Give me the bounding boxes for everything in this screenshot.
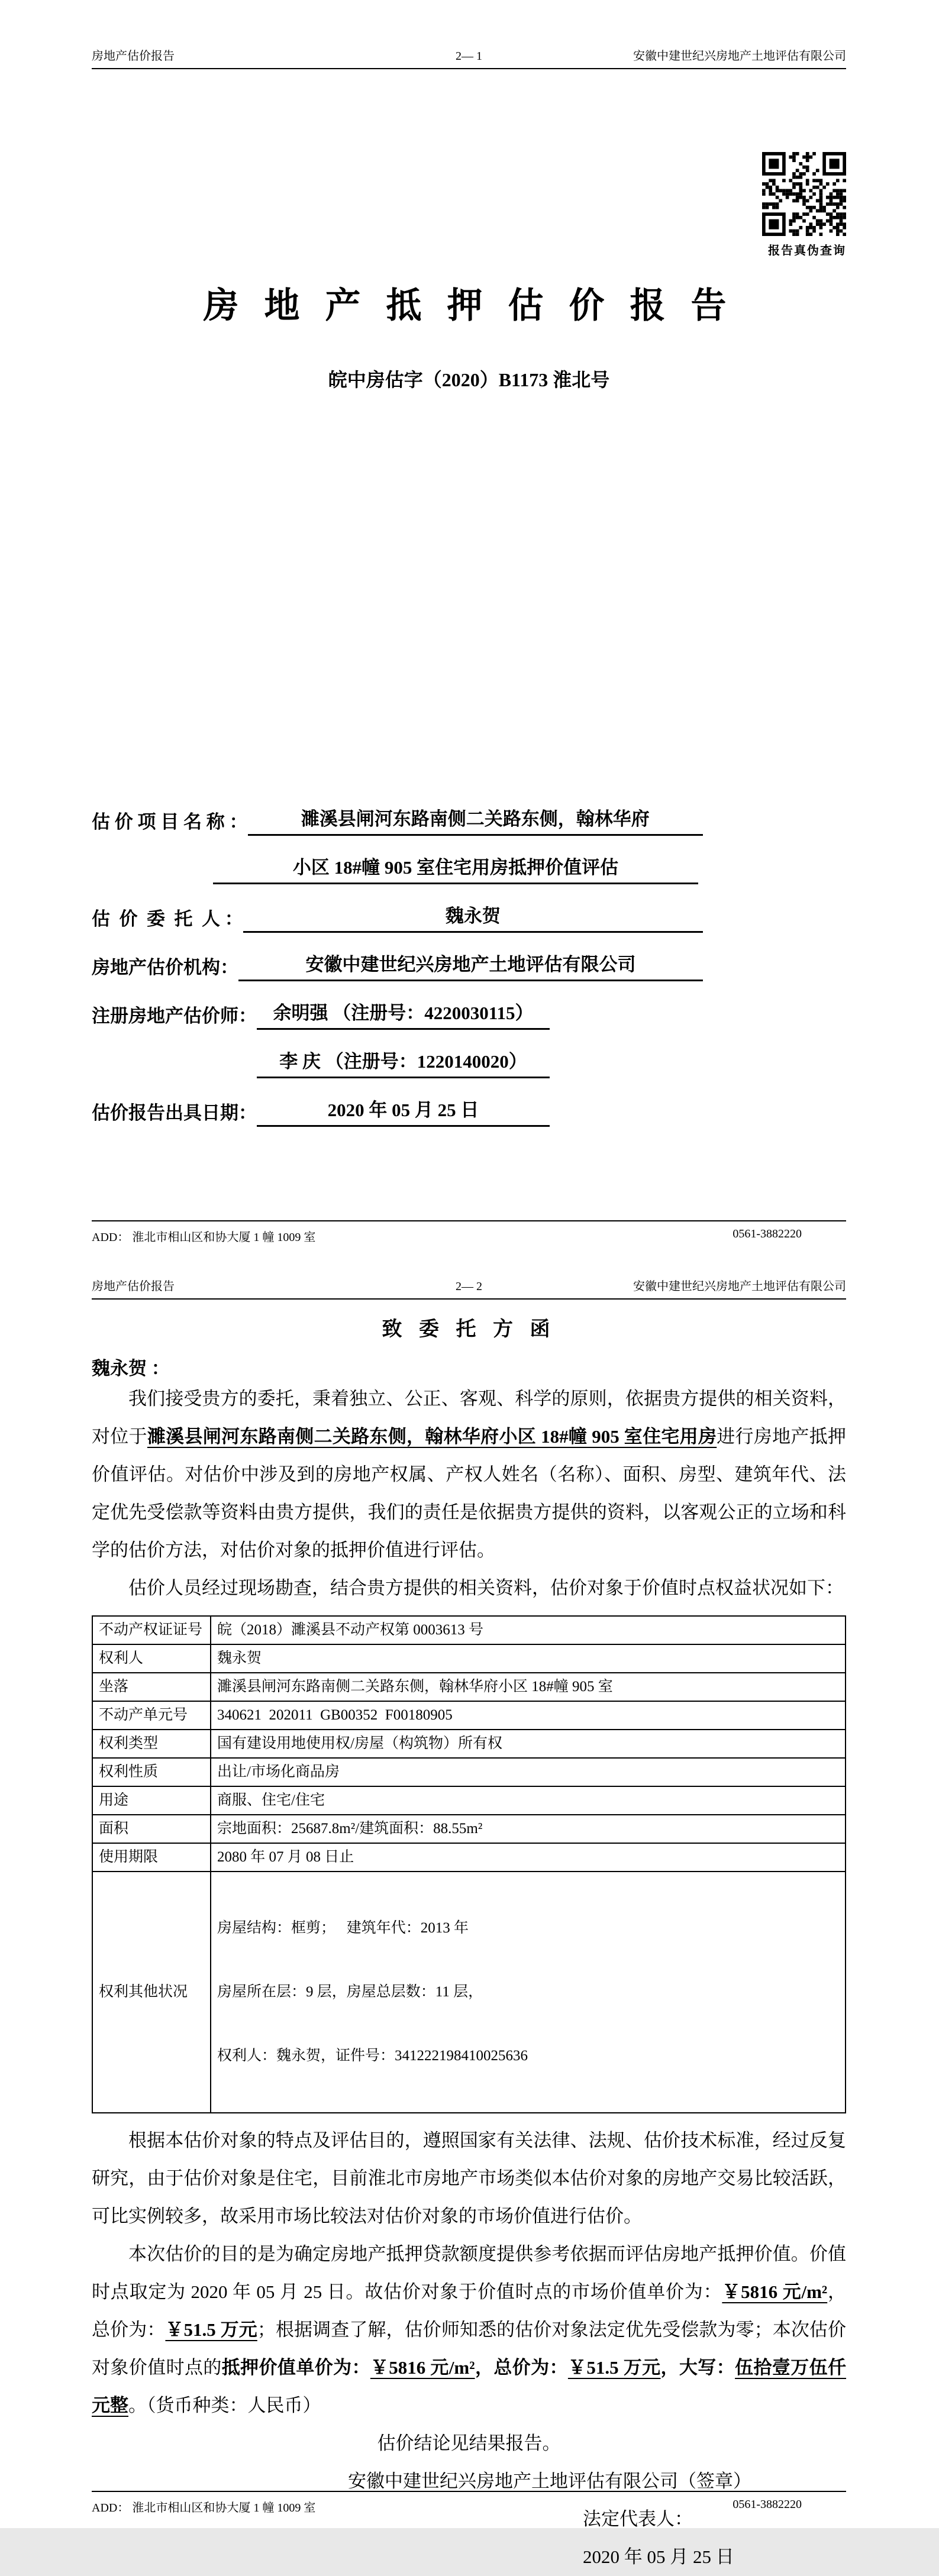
field-label: 房地产估价机构： <box>92 956 238 978</box>
text-segment: ，总价为： <box>92 2281 847 2340</box>
page-header <box>92 1276 846 1300</box>
field-report-date <box>92 1097 846 1127</box>
page-1-cover <box>0 0 939 1253</box>
field-appraiser-1 <box>92 1000 846 1030</box>
property-rights-table <box>92 1615 846 2113</box>
field-project-name <box>92 806 846 836</box>
row-value: 宗地面积：25687.8m²/建筑面积：88.55m² <box>211 1815 846 1843</box>
row-label: 面积 <box>92 1815 211 1843</box>
text-segment: ；根据调查了解，估价师知悉的估价对象法定优先受偿款为零；本次估价对象价值时点的 <box>92 2319 847 2378</box>
header-company-name: 安徽中建世纪兴房地产土地评估有限公司 <box>633 1280 846 1293</box>
row-value: 国有建设用地使用权/房屋（构筑物）所有权 <box>211 1730 846 1758</box>
text-segment: ，大写： <box>660 2357 735 2378</box>
table-row <box>92 1786 846 1815</box>
field-value-underline: 2020 年 05 月 25 日 <box>257 1097 550 1127</box>
footer-phone: 0561-3882220 <box>733 2498 802 2511</box>
field-label: 估价报告出具日期： <box>92 1102 257 1123</box>
field-value-underline: 安徽中建世纪兴房地产土地评估有限公司 <box>238 952 703 981</box>
row-value: 340621 202011 GB00352 F00180905 <box>211 1701 846 1730</box>
qr-code-icon <box>762 152 846 236</box>
text-segment: 本次估价的目的是为确定房地产抵押贷款额度提供参考依据而评估房地产抵押价值。价值时点取定为 2020 年 05 月 25 日。故估价对象于价值时点的市场价值单价为： <box>92 2244 846 2302</box>
unit-price-value: ￥5816 元/m² <box>722 2281 828 2302</box>
page-number: 2— 2 <box>456 1280 482 1293</box>
text-segment: 进行房地产抵押价值评估。对估价中涉及到的房地产权属、产权人姓名（名称）、面积、房型、建筑年代、法定优先受偿款等资料由贵方提供，我们的责任是依据贵方提供的资料，以客观公正的立场和科学的估价方法，对估价对象的抵押价值进行评估。 <box>92 1426 847 1560</box>
table-row <box>92 1644 846 1673</box>
row-value: 皖（2018）濉溪县不动产权第 0003613 号 <box>211 1616 846 1644</box>
header-company-name: 安徽中建世纪兴房地产土地评估有限公司 <box>633 50 846 63</box>
row-label: 权利性质 <box>92 1758 211 1786</box>
text-segment: ，总价为： <box>475 2357 568 2378</box>
table-row <box>92 1730 846 1758</box>
footer-address: ADD： 淮北市相山区和协大厦 1 幢 1009 室 <box>92 1231 316 1244</box>
letter-paragraph-1 <box>92 1380 846 1569</box>
footer-address: ADD： 淮北市相山区和协大厦 1 幢 1009 室 <box>92 2501 316 2514</box>
footer-phone: 0561-3882220 <box>733 1227 802 1240</box>
table-row <box>92 1872 846 2113</box>
mortgage-total-price-value: ￥51.5 万元 <box>567 2357 661 2378</box>
signature-date: 2020 年 05 月 25 日 <box>583 2546 734 2567</box>
table-row <box>92 1616 846 1644</box>
table-row <box>92 1843 846 1872</box>
page-footer <box>92 2491 846 2515</box>
table-row <box>92 1701 846 1730</box>
field-appraiser-2 <box>92 1049 846 1078</box>
field-value-underline: 濉溪县闸河东路南侧二关路东侧，翰林华府 <box>248 806 704 836</box>
row-label: 用途 <box>92 1786 211 1815</box>
row-value <box>211 1872 846 2113</box>
header-report-type: 房地产估价报告 <box>92 50 175 63</box>
detail-line: 房屋所在层：9 层，房屋总层数：11 层， <box>217 1984 483 2000</box>
field-label: 估 价 项 目 名 称 ： <box>92 812 248 832</box>
field-value-underline: 余明强 （注册号：4220030115） <box>257 1000 550 1030</box>
page-2-letter <box>0 1253 939 2567</box>
page-number: 2— 1 <box>456 50 482 63</box>
field-label: 估 价 委 托 人 ： <box>92 908 243 929</box>
field-project-name-line2 <box>92 855 846 884</box>
cover-form <box>92 806 846 1127</box>
amount-in-words: 伍拾壹万伍仟元整 <box>92 2357 847 2416</box>
qr-caption: 报告真伪查询 <box>768 244 846 257</box>
row-value: 魏永贺 <box>211 1644 846 1673</box>
conclusion-note: 估价结论见结果报告。 <box>377 2433 561 2454</box>
row-label: 不动产单元号 <box>92 1701 211 1730</box>
legal-representative-label: 法定代表人： <box>583 2509 693 2529</box>
field-client <box>92 903 846 933</box>
header-report-type: 房地产估价报告 <box>92 1280 175 1293</box>
signature-company: 安徽中建世纪兴房地产土地评估有限公司（签章） <box>348 2471 751 2491</box>
report-title: 房 地 产 抵 押 估 价 报 告 <box>203 286 735 325</box>
table-row <box>92 1673 846 1701</box>
detail-line: 权利人：魏永贺，证件号：341222198410025636 <box>217 2048 528 2064</box>
row-value: 出让/市场化商品房 <box>211 1758 846 1786</box>
mortgage-unit-price-value: ￥5816 元/m² <box>370 2357 475 2378</box>
detail-line: 房屋结构：框剪； 建筑年代：2013 年 <box>217 1920 469 1936</box>
field-label: 注册房地产估价师： <box>92 1005 257 1026</box>
table-row <box>92 1758 846 1786</box>
row-label: 坐落 <box>92 1673 211 1701</box>
text-segment: 我们接受贵方的委托，秉着独立、公正、客观、科学的原则，依据贵方提供的相关资料，对位于 <box>92 1388 846 1447</box>
letter-paragraph-2: 估价人员经过现场勘查，结合贵方提供的相关资料，估价对象于价值时点权益状况如下： <box>128 1578 844 1598</box>
letter-paragraph-4 <box>92 2235 846 2425</box>
text-segment-emphasis: 濉溪县闸河东路南侧二关路东侧，翰林华府小区 18#幢 905 室住宅用房 <box>147 1426 717 1447</box>
table-row <box>92 1815 846 1843</box>
text-segment: 抵押价值单价为： <box>221 2357 370 2378</box>
letter-paragraph-3: 根据本估价对象的特点及评估目的，遵照国家有关法律、法规、估价技术标准，经过反复研究，由于估价对象是住宅，目前淮北市房地产市场类似本估价对象的房地产交易比较活跃，可比实例较多，故采用市场比较法对估价对象的市场价值进行估价。 <box>92 2130 846 2226</box>
page-header <box>92 46 846 69</box>
row-value: 濉溪县闸河东路南侧二关路东侧，翰林华府小区 18#幢 905 室 <box>211 1673 846 1701</box>
row-label: 权利其他状况 <box>92 1872 211 2113</box>
letter-title: 致 委 托 方 函 <box>382 1318 556 1340</box>
row-label: 权利人 <box>92 1644 211 1673</box>
row-value: 商服、住宅/住宅 <box>211 1786 846 1815</box>
qr-verification-block <box>92 152 846 258</box>
row-label: 权利类型 <box>92 1730 211 1758</box>
field-value-underline: 小区 18#幢 905 室住宅用房抵押价值评估 <box>213 855 698 884</box>
field-value-underline: 李 庆 （注册号：1220140020） <box>257 1049 550 1078</box>
text-segment: 。（货币种类：人民币） <box>128 2395 321 2416</box>
row-label: 不动产权证证号 <box>92 1616 211 1644</box>
field-value-underline: 魏永贺 <box>243 903 703 933</box>
page-footer <box>92 1220 846 1245</box>
row-value: 2080 年 07 月 08 日止 <box>211 1843 846 1872</box>
total-price-value: ￥51.5 万元 <box>165 2319 257 2340</box>
report-number: 皖中房估字（2020）B1173 淮北号 <box>328 369 610 390</box>
field-agency <box>92 952 846 981</box>
row-label: 使用期限 <box>92 1843 211 1872</box>
salutation: 魏永贺 ： <box>92 1358 170 1379</box>
